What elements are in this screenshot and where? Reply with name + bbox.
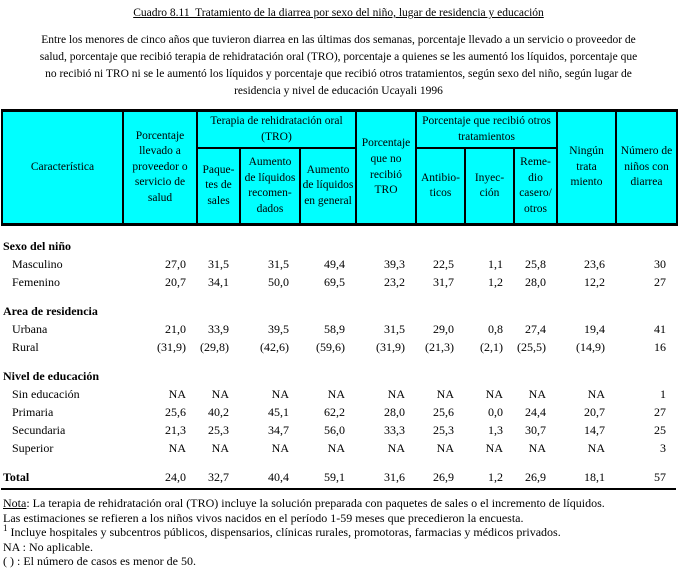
row-label: Femenino xyxy=(12,274,60,289)
row-label: Sexo del niño xyxy=(3,238,72,253)
footnote: ( ) : El número de casos es menor de 50. xyxy=(3,554,196,569)
value-cell: NA xyxy=(211,440,229,455)
value-cell: NA xyxy=(485,440,503,455)
spacer-row xyxy=(2,356,677,367)
value-cell: 45,1 xyxy=(268,404,289,419)
row-label: Masculino xyxy=(12,256,63,271)
value-cell: 27,0 xyxy=(165,256,186,271)
total-row xyxy=(2,468,677,486)
value-cell: 19,4 xyxy=(584,321,605,336)
col-header-caracteristica: Característica xyxy=(2,111,123,225)
row-label: Sin educación xyxy=(12,386,80,401)
value-cell: 1,2 xyxy=(488,469,503,484)
value-cell: (2,1) xyxy=(480,339,503,354)
col-header-ningun-tratamiento: Ningún trata miento xyxy=(557,111,616,225)
value-cell: 20,7 xyxy=(165,274,186,289)
value-cell: 59,1 xyxy=(324,469,345,484)
value-cell: 21,0 xyxy=(165,321,186,336)
value-cell: (42,6) xyxy=(260,339,289,354)
value-cell: (59,6) xyxy=(316,339,345,354)
value-cell: NA xyxy=(485,386,503,401)
value-cell: 49,4 xyxy=(324,256,345,271)
value-cell: NA xyxy=(528,440,546,455)
value-cell: 27,4 xyxy=(525,321,546,336)
value-cell: 24,4 xyxy=(525,404,546,419)
table-row xyxy=(2,421,677,439)
table-row xyxy=(2,338,677,356)
col-header-aumento-general: Aumento de líquidos en general xyxy=(300,148,356,225)
col-header-no-recibio-tro: Porcentaje que no recibió TRO xyxy=(356,111,416,225)
value-cell: 41 xyxy=(654,321,666,336)
footnote: $^1$ Incluye hospitales y subcentros públicos, dispensarios, clínicas rurales, promotoras, farmacias y médicos privados. xyxy=(3,523,561,540)
value-cell: 58,9 xyxy=(324,321,345,336)
value-cell: (29,8) xyxy=(200,339,229,354)
table-row xyxy=(2,255,677,273)
value-cell: (31,9) xyxy=(157,339,186,354)
value-cell: 39,5 xyxy=(268,321,289,336)
value-cell: 25,3 xyxy=(208,422,229,437)
spacer-row xyxy=(2,291,677,302)
value-cell: NA xyxy=(168,386,186,401)
value-cell: 25 xyxy=(654,422,666,437)
value-cell: 57 xyxy=(654,469,666,484)
spacer-cell xyxy=(2,356,677,367)
value-cell: 33,9 xyxy=(208,321,229,336)
value-cell: 28,0 xyxy=(384,404,405,419)
value-cell: NA xyxy=(327,440,345,455)
group-label-row xyxy=(2,237,677,255)
value-cell: 20,7 xyxy=(584,404,605,419)
value-cell: NA xyxy=(587,440,605,455)
col-header-llevado-proveedor: Porcentaje llevado a proveedor o servicio de salud xyxy=(123,111,197,225)
value-cell: NA xyxy=(587,386,605,401)
table-row xyxy=(2,320,677,338)
col-header-aumento-recomendados: Aumento de líquidos recomen-dados xyxy=(240,148,300,225)
value-cell: 28,0 xyxy=(525,274,546,289)
value-cell: 3 xyxy=(660,440,666,455)
group-label-row xyxy=(2,367,677,385)
spacer-row xyxy=(2,225,677,238)
value-cell: NA xyxy=(436,440,454,455)
footnote-superscript: 1 xyxy=(3,523,8,534)
value-cell: NA xyxy=(211,386,229,401)
value-cell: 29,0 xyxy=(433,321,454,336)
value-cell: 1,3 xyxy=(488,422,503,437)
col-header-remedio-casero: Reme-dio casero/ otros xyxy=(514,148,557,225)
table-row xyxy=(2,439,677,457)
value-cell: (14,9) xyxy=(576,339,605,354)
value-cell: 25,6 xyxy=(433,404,454,419)
value-cell: NA xyxy=(271,440,289,455)
row-label: Nivel de educación xyxy=(3,368,99,383)
value-cell: 1,1 xyxy=(488,256,503,271)
value-cell: 26,9 xyxy=(525,469,546,484)
value-cell: 25,3 xyxy=(433,422,454,437)
col-header-antibioticos: Antibio-ticos xyxy=(416,148,465,225)
value-cell: 31,5 xyxy=(384,321,405,336)
value-cell: 40,4 xyxy=(268,469,289,484)
row-label: Secundaria xyxy=(12,422,66,437)
col-header-numero-ninos: Número de niños con diarrea xyxy=(616,111,677,225)
table-description: Entre los menores de cinco años que tuvieron diarrea en las últimas dos semanas, porcentaje llevado a un servicio o proveedor de salud, porcentaje que recibió terapia de rehidratación oral (TRO), porcentaje a quienes se les aumentó los líquidos, porcentaje que no recibió ni TRO ni se le aumentó los líquidos y porcentaje que recibió otros tratamientos, según sexo del niño, según lugar de residencia y nivel de educación Ucayali 1996 xyxy=(39,34,638,97)
report-page xyxy=(0,7,677,569)
bottom-rule xyxy=(1,488,676,490)
footnote-prefix: Nota xyxy=(3,496,27,511)
spacer-cell xyxy=(2,291,677,302)
row-label: Superior xyxy=(12,440,54,455)
footnote: NA : No aplicable. xyxy=(3,539,93,554)
value-cell: 31,7 xyxy=(433,274,454,289)
footnotes xyxy=(3,496,677,569)
value-cell: 16 xyxy=(654,339,666,354)
table-body xyxy=(2,225,677,487)
value-cell: NA xyxy=(327,386,345,401)
value-cell: 18,1 xyxy=(584,469,605,484)
table-row xyxy=(2,385,677,403)
value-cell: NA xyxy=(168,440,186,455)
value-cell: NA xyxy=(528,386,546,401)
value-cell: (25,5) xyxy=(517,339,546,354)
value-cell: 32,7 xyxy=(208,469,229,484)
value-cell: 0,8 xyxy=(488,321,503,336)
row-label: Area de residencia xyxy=(3,303,98,318)
spacer-cell xyxy=(2,457,677,468)
data-table xyxy=(1,109,678,486)
value-cell: 0,0 xyxy=(488,404,503,419)
value-cell: 21,3 xyxy=(165,422,186,437)
value-cell: NA xyxy=(387,440,405,455)
row-label: Rural xyxy=(12,339,39,354)
col-header-paquetes-sales: Paque-tes de sales xyxy=(197,148,240,225)
value-cell: 23,2 xyxy=(384,274,405,289)
value-cell: 34,1 xyxy=(208,274,229,289)
spacer-cell xyxy=(2,225,677,238)
group-label-row xyxy=(2,302,677,320)
table-header xyxy=(2,111,677,225)
col-header-inyeccion: Inyec-ción xyxy=(465,148,514,225)
value-cell: 1,2 xyxy=(488,274,503,289)
value-cell: 14,7 xyxy=(584,422,605,437)
value-cell: 50,0 xyxy=(268,274,289,289)
spacer-row xyxy=(2,457,677,468)
value-cell: 1 xyxy=(660,386,666,401)
value-cell: 27 xyxy=(654,404,666,419)
col-group-tro: Terapia de rehidratación oral (TRO) xyxy=(197,111,356,149)
value-cell: 26,9 xyxy=(433,469,454,484)
value-cell: 62,2 xyxy=(324,404,345,419)
value-cell: 24,0 xyxy=(165,469,186,484)
value-cell: NA xyxy=(271,386,289,401)
value-cell: (21,3) xyxy=(425,339,454,354)
value-cell: 31,5 xyxy=(208,256,229,271)
value-cell: 40,2 xyxy=(208,404,229,419)
table-row xyxy=(2,403,677,421)
row-label: Primaria xyxy=(12,404,54,419)
value-cell: (31,9) xyxy=(376,339,405,354)
value-cell: 39,3 xyxy=(384,256,405,271)
value-cell: 69,5 xyxy=(324,274,345,289)
col-group-otros-tratamientos: Porcentaje que recibió otros tratamientos xyxy=(416,111,557,149)
value-cell: NA xyxy=(387,386,405,401)
value-cell: 23,6 xyxy=(584,256,605,271)
value-cell: 33,3 xyxy=(384,422,405,437)
value-cell: 31,5 xyxy=(268,256,289,271)
footnote: Las estimaciones se refieren a los niños vivos nacidos en el período 1-59 meses que precedieron la encuesta. xyxy=(3,510,524,525)
row-label: Urbana xyxy=(12,321,48,336)
value-cell: 30,7 xyxy=(525,422,546,437)
value-cell: 25,6 xyxy=(165,404,186,419)
value-cell: 12,2 xyxy=(584,274,605,289)
value-cell: 31,6 xyxy=(384,469,405,484)
value-cell: 22,5 xyxy=(433,256,454,271)
value-cell: 30 xyxy=(654,256,666,271)
table-title: Cuadro 8.11 Tratamiento de la diarrea por sexo del niño, lugar de residencia y educación xyxy=(133,7,544,19)
table-row xyxy=(2,273,677,291)
value-cell: 56,0 xyxy=(324,422,345,437)
value-cell: 27 xyxy=(654,274,666,289)
footnote: Nota: La terapia de rehidratación oral (TRO) incluye la solución preparada con paquetes de sales o el incremento de líquidos. xyxy=(3,496,605,511)
value-cell: 34,7 xyxy=(268,422,289,437)
row-label: Total xyxy=(3,469,30,484)
value-cell: 25,8 xyxy=(525,256,546,271)
value-cell: NA xyxy=(436,386,454,401)
